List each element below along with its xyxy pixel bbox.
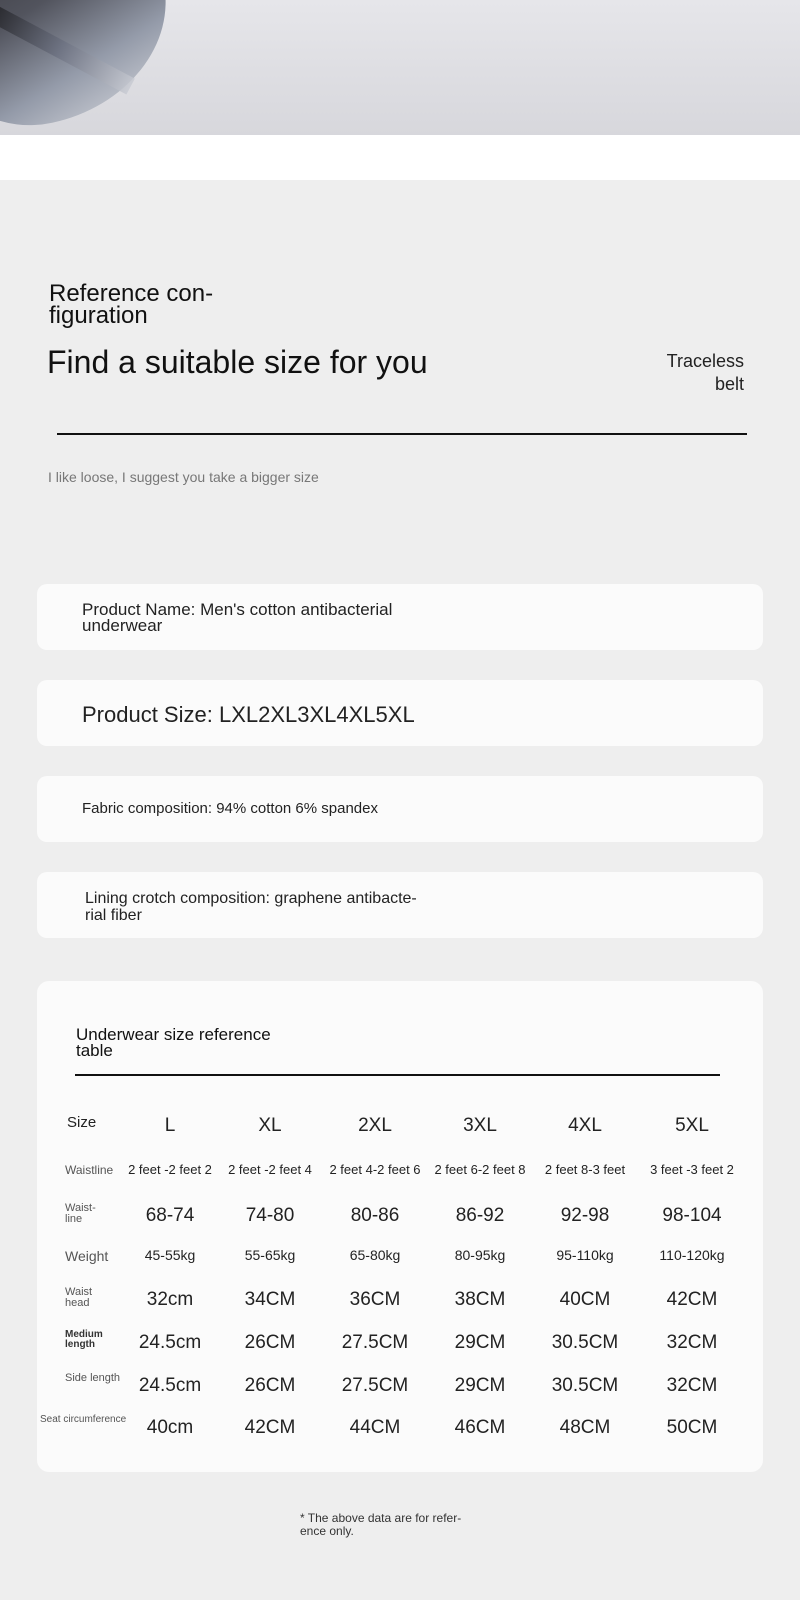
table-cell: 80-95kg bbox=[454, 1247, 506, 1263]
product-size-text: Product Size: LXL2XL3XL4XL5XL bbox=[82, 702, 415, 727]
size-column-header: 4XL bbox=[568, 1115, 602, 1136]
table-cell: 32CM bbox=[666, 1332, 718, 1353]
table-cell: 29CM bbox=[454, 1332, 506, 1353]
side-note: Traceless belt bbox=[666, 351, 744, 394]
product-name-card bbox=[37, 584, 763, 650]
table-cell: 65-80kg bbox=[349, 1247, 401, 1263]
table-cell: 27.5CM bbox=[341, 1332, 409, 1353]
table-cell: 2 feet 4-2 feet 6 bbox=[329, 1162, 421, 1177]
divider bbox=[57, 433, 747, 435]
table-cell: 32CM bbox=[666, 1375, 718, 1396]
row-label: Waist head bbox=[65, 1286, 93, 1309]
lining-text: Lining crotch composition: graphene antibacte-rial fiber bbox=[85, 890, 417, 924]
row-label: Waistline bbox=[65, 1163, 114, 1177]
table-cell: 26CM bbox=[244, 1375, 296, 1396]
table-cell: 68-74 bbox=[145, 1205, 195, 1226]
lining-card bbox=[37, 872, 763, 938]
footnote: * The above data are for refer-ence only. bbox=[300, 1511, 462, 1538]
table-cell: 110-120kg bbox=[659, 1247, 725, 1263]
table-cell: 42CM bbox=[666, 1289, 718, 1310]
table-cell: 2 feet -2 feet 4 bbox=[228, 1162, 312, 1177]
table-cell: 55-65kg bbox=[244, 1247, 296, 1263]
table-cell: 26CM bbox=[244, 1332, 296, 1353]
section-subtitle: Reference con- figuration bbox=[49, 280, 214, 329]
size-reference-table bbox=[37, 981, 763, 1472]
table-title: Underwear size reference table bbox=[76, 1025, 271, 1060]
table-cell: 3 feet -3 feet 2 bbox=[650, 1162, 734, 1177]
table-cell: 38CM bbox=[454, 1289, 506, 1310]
page-title: Find a suitable size for you bbox=[47, 344, 428, 380]
table-cell: 42CM bbox=[244, 1417, 296, 1438]
table-cell: 40CM bbox=[559, 1289, 611, 1310]
table-cell: 46CM bbox=[454, 1417, 506, 1438]
table-cell: 45-55kg bbox=[144, 1247, 196, 1263]
table-cell: 40cm bbox=[146, 1417, 194, 1438]
size-column-header: 3XL bbox=[463, 1115, 497, 1136]
size-tip: I like loose, I suggest you take a bigger size bbox=[48, 469, 319, 485]
table-cell: 30.5CM bbox=[551, 1332, 619, 1353]
row-label: Waist-line bbox=[65, 1202, 96, 1225]
table-cell: 92-98 bbox=[560, 1205, 610, 1226]
table-cell: 44CM bbox=[349, 1417, 401, 1438]
size-column-header: XL bbox=[258, 1115, 282, 1136]
table-cell: 27.5CM bbox=[341, 1375, 409, 1396]
table-cell: 32cm bbox=[146, 1289, 194, 1310]
table-cell: 36CM bbox=[349, 1289, 401, 1310]
row-label: Side length bbox=[65, 1372, 121, 1384]
table-cell: 50CM bbox=[666, 1417, 718, 1438]
row-label: Weight bbox=[65, 1248, 109, 1264]
table-cell: 24.5cm bbox=[138, 1375, 202, 1396]
product-size-card bbox=[37, 680, 763, 746]
fabric-text: Fabric composition: 94% cotton 6% spandex bbox=[82, 800, 378, 817]
size-column-header: L bbox=[164, 1115, 176, 1136]
table-cell: 80-86 bbox=[350, 1205, 400, 1226]
row-label: Medium length bbox=[65, 1329, 103, 1350]
hero-image bbox=[0, 0, 800, 135]
table-cell: 98-104 bbox=[662, 1205, 722, 1226]
table-cell: 48CM bbox=[559, 1417, 611, 1438]
table-cell: 74-80 bbox=[245, 1205, 295, 1226]
size-column-header: 5XL bbox=[675, 1115, 709, 1136]
product-name-text: Product Name: Men's cotton antibacterial underwear bbox=[82, 600, 393, 635]
fabric-card bbox=[37, 776, 763, 842]
table-cell: 29CM bbox=[454, 1375, 506, 1396]
table-cell: 34CM bbox=[244, 1289, 296, 1310]
table-cell: 95-110kg bbox=[556, 1247, 614, 1263]
table-cell: 2 feet 6-2 feet 8 bbox=[434, 1162, 526, 1177]
table-divider bbox=[75, 1074, 720, 1076]
size-header-label: Size bbox=[67, 1114, 97, 1131]
size-column-header: 2XL bbox=[358, 1115, 392, 1136]
table-cell: 86-92 bbox=[455, 1205, 505, 1226]
row-label: Seat circumference bbox=[40, 1414, 127, 1425]
table-cell: 30.5CM bbox=[551, 1375, 619, 1396]
table-cell: 2 feet 8-3 feet bbox=[544, 1162, 626, 1177]
table-cell: 24.5cm bbox=[138, 1332, 202, 1353]
table-cell: 2 feet -2 feet 2 bbox=[128, 1162, 212, 1177]
